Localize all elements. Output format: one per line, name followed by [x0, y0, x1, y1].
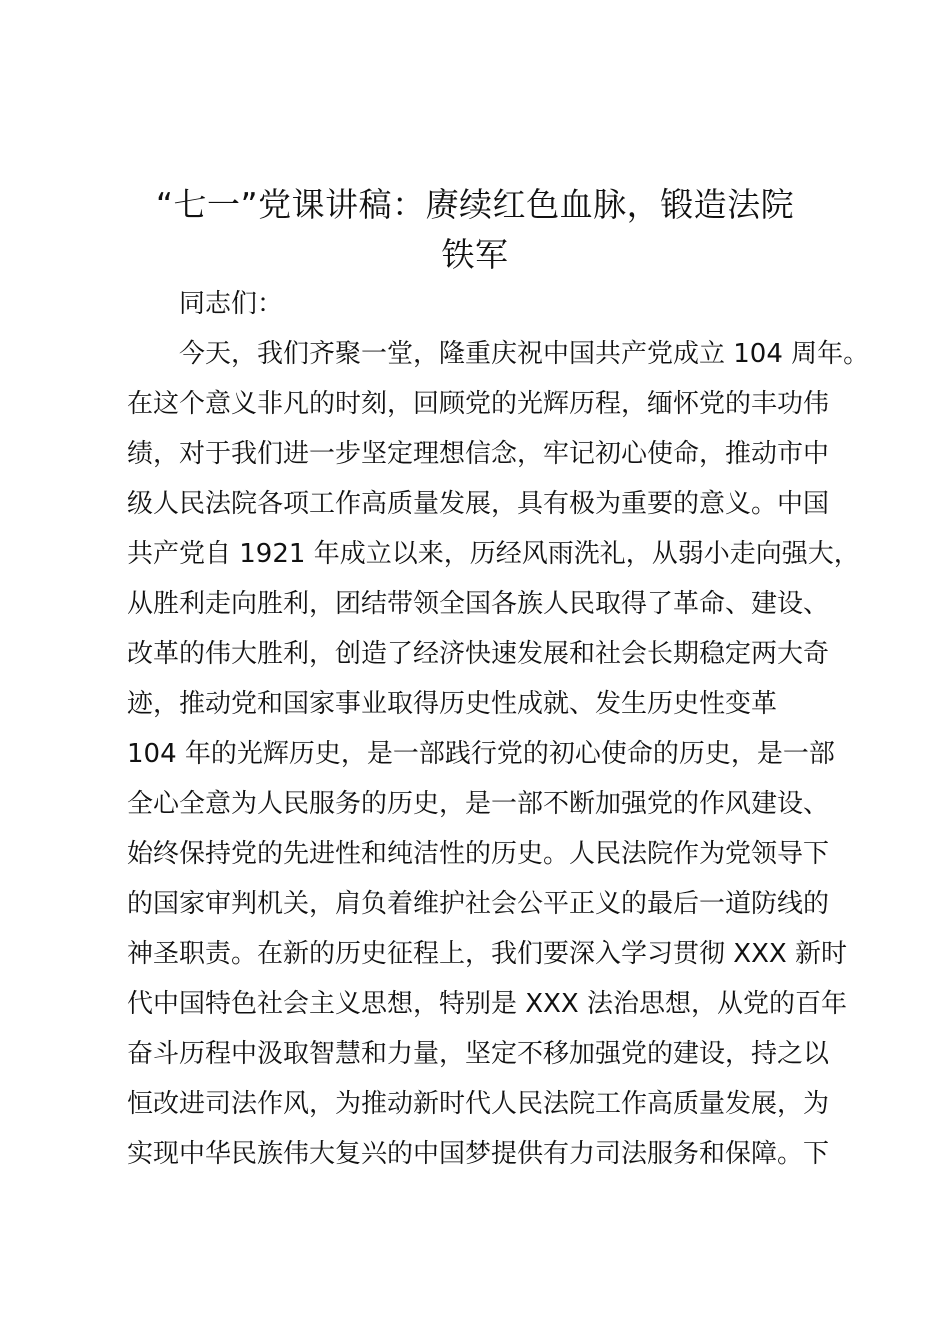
body-line: 代中国特色社会主义思想，特别是 XXX 法治思想，从党的百年: [127, 989, 847, 1019]
document-title-line-2: 铁军: [441, 235, 509, 274]
body-line: 今天，我们齐聚一堂，隆重庆祝中国共产党成立 104 周年。: [179, 339, 870, 369]
body-line: 从胜利走向胜利，团结带领全国各族人民取得了革命、建设、: [127, 589, 830, 619]
body-line: 实现中华民族伟大复兴的中国梦提供有力司法服务和保障。下: [127, 1139, 830, 1169]
body-line: 始终保持党的先进性和纯洁性的历史。人民法院作为党领导下: [127, 839, 830, 869]
body-line: 的国家审判机关，肩负着维护社会公平正义的最后一道防线的: [127, 889, 830, 919]
body-line: 级人民法院各项工作高质量发展，具有极为重要的意义。中国: [127, 489, 830, 519]
body-line: 绩，对于我们进一步坚定理想信念，牢记初心使命，推动市中: [127, 439, 830, 469]
body-line: 迹，推动党和国家事业取得历史性成就、发生历史性变革: [127, 689, 778, 719]
body-line: 奋斗历程中汲取智慧和力量，坚定不移加强党的建设，持之以: [127, 1039, 830, 1069]
body-line: 神圣职责。在新的历史征程上，我们要深入学习贯彻 XXX 新时: [127, 939, 847, 969]
body-line: 改革的伟大胜利，创造了经济快速发展和社会长期稳定两大奇: [127, 639, 830, 669]
body-line: 在这个意义非凡的时刻，回顾党的光辉历程，缅怀党的丰功伟: [127, 389, 830, 419]
body-line: 全心全意为人民服务的历史，是一部不断加强党的作风建设、: [127, 789, 830, 819]
body-line: 共产党自 1921 年成立以来，历经风雨洗礼，从弱小走向强大，: [127, 539, 860, 569]
body-line: 104 年的光辉历史，是一部践行党的初心使命的历史，是一部: [127, 739, 835, 769]
salutation: 同志们：: [179, 289, 284, 319]
document-title-line-1: “七一”党课讲稿：赓续红色血脉，锻造法院: [155, 185, 795, 224]
body-line: 恒改进司法作风，为推动新时代人民法院工作高质量发展，为: [127, 1089, 830, 1119]
